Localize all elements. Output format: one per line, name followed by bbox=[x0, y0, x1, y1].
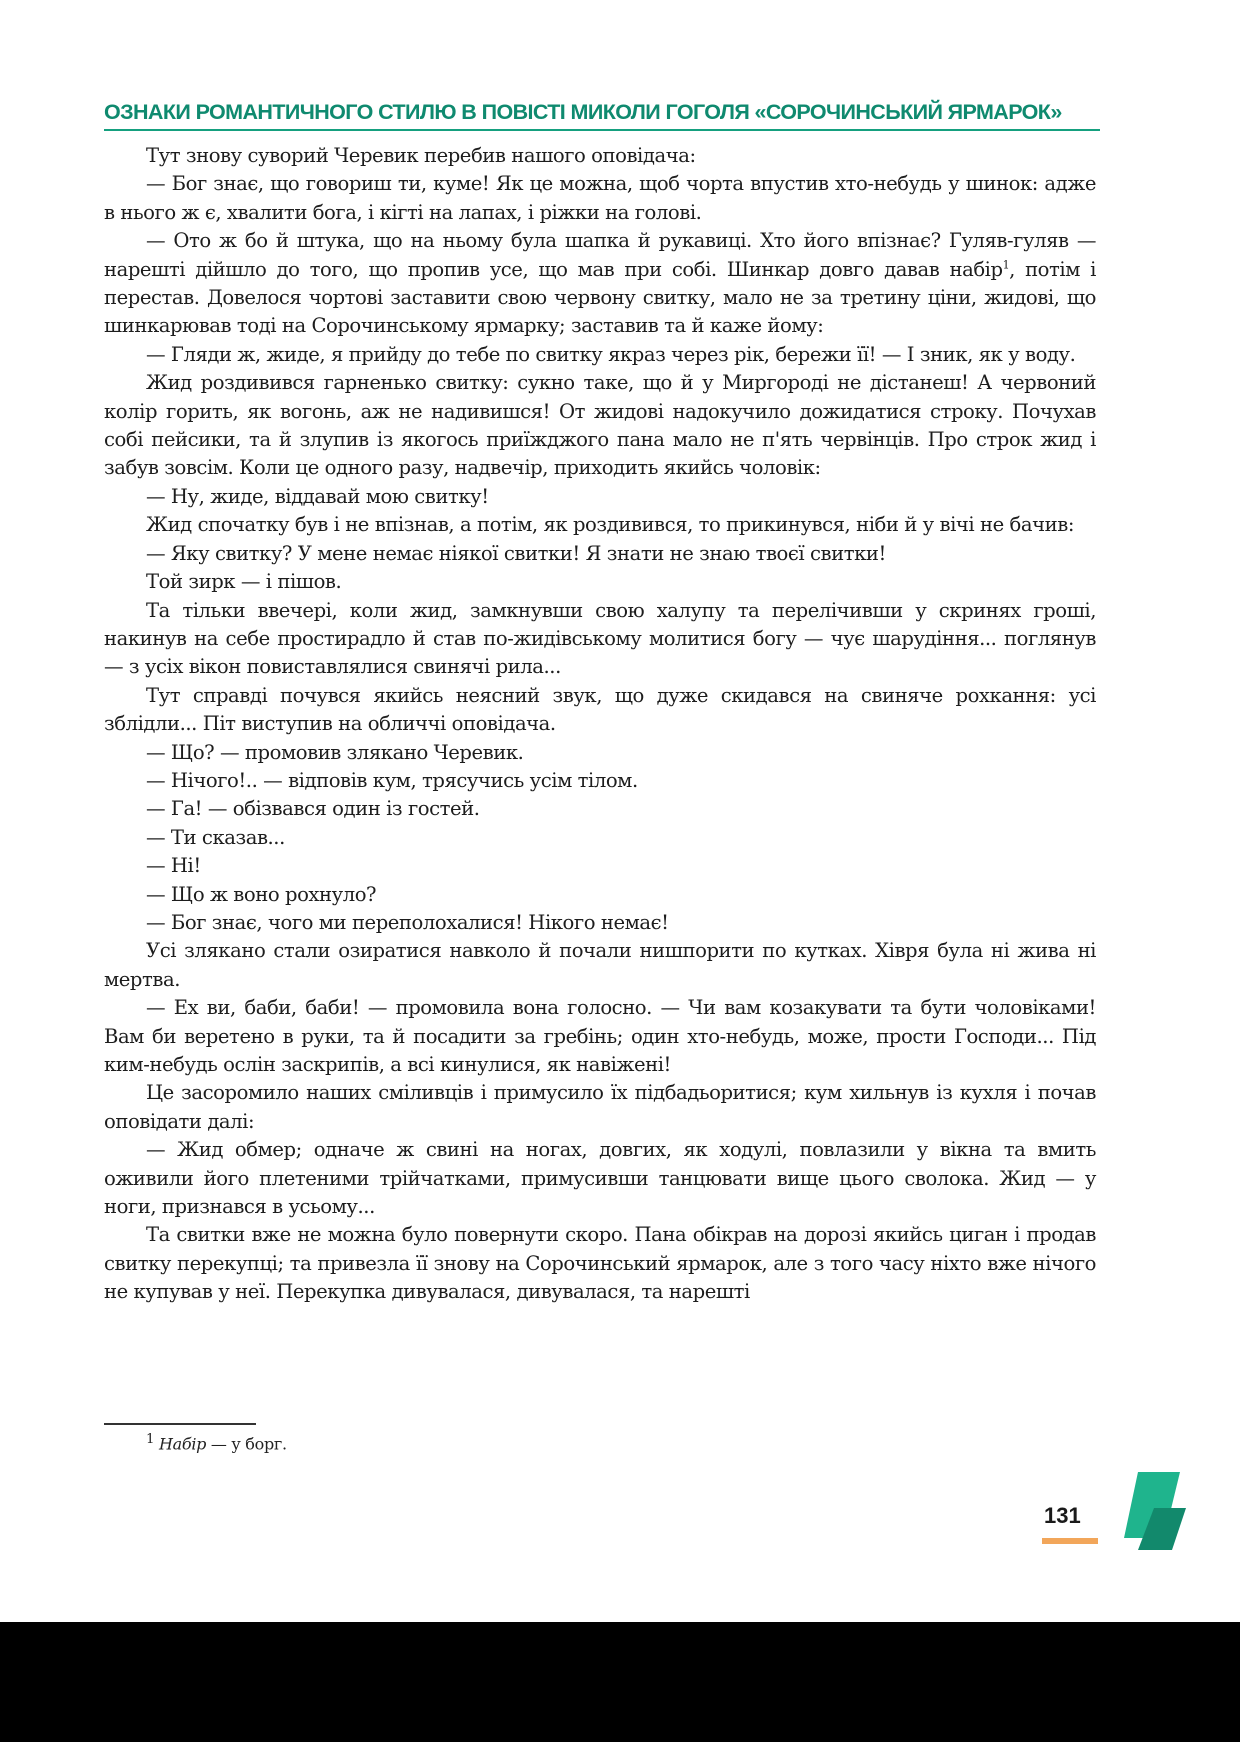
footnote-term: Набір bbox=[158, 1434, 207, 1454]
paragraph: — Що? — промовив злякано Черевик. bbox=[146, 740, 524, 764]
paragraph bbox=[104, 227, 1096, 341]
footnote-definition: — у борг. bbox=[206, 1434, 287, 1454]
paragraph: — Бог знає, що говориш ти, куме! Як це можна, щоб чорта впустив хто-небудь у шинок: адже в нього ж є, хвалити бога, і кігті на лапах, і ріжки на голові. bbox=[104, 172, 1096, 224]
paragraph: Той зирк — і пішов. bbox=[146, 570, 342, 594]
paragraph: Жид спочатку був і не впізнав, а потім, як роздивився, то прикинувся, ніби й у вічі не бачив: bbox=[146, 513, 1074, 537]
paragraph: — Нічого!.. — відповів кум, трясучись усім тілом. bbox=[146, 768, 638, 792]
header-divider bbox=[104, 129, 1100, 131]
paragraph: — Яку свитку? У мене немає ніякої свитки! Я знати не знаю твоєї свитки! bbox=[146, 541, 886, 565]
paragraph: Жид роздивився гарненько свитку: сукно таке, що й у Миргороді не дістанеш! А червоний колір горить, як вогонь, аж не надивишся! От жидові надокучило дожидатися строку. Почухав собі пейсики, та й злупив із якогось приїжджого пана мало не п'ять червінців. Про строк жид і забув зовсім. Коли це одного разу, надвечір, приходить якийсь чоловік: bbox=[104, 371, 1096, 480]
paragraph: Та свитки вже не можна було повернути скоро. Пана обікрав на дорозі якийсь циган і продав свитку перекупці; та привезла її знову на Сорочинський ярмарок, але з того часу ніхто вже нічого не купував у неї. Перекупка дивувалася, дивувалася, та нарешті bbox=[104, 1223, 1096, 1304]
paragraph: Тут справді почувся якийсь неясний звук, що дуже скидався на свиняче рохкання: усі зблідли... Піт виступив на обличчі оповідача. bbox=[104, 683, 1096, 736]
paragraph: — Ні! bbox=[146, 854, 201, 878]
story-text bbox=[104, 142, 1096, 1307]
paragraph: — Гляди ж, жиде, я прийду до тебе по свитку якраз через рік, бережи її! — І зник, як у воду. bbox=[146, 342, 1076, 366]
running-header: ОЗНАКИ РОМАНТИЧНОГО СТИЛЮ В ПОВІСТІ МИКОЛИ ГОГОЛЯ «СОРОЧИНСЬКИЙ ЯРМАРОК» bbox=[104, 100, 1062, 124]
publisher-logo-icon bbox=[1124, 1470, 1186, 1550]
paragraph: — Жид обмер; одначе ж свині на ногах, довгих, як ходулі, повлазили у вікна та вмить оживили його плетеними трійчатками, примусивши танцювати вище цього сволока. Жид — у ноги, признався в усьому... bbox=[104, 1138, 1096, 1219]
page-number: 131 bbox=[1044, 1503, 1081, 1528]
footnote bbox=[146, 1432, 287, 1453]
paragraph-part: , потім і перестав. Довелося чортові заставити свою червону свитку, мало не за третину ціни, жидові, що шинкарював тоді на Сорочинському ярмарку; заставив та й каже йому: bbox=[104, 257, 1096, 338]
footnote-ref[interactable]: 1 bbox=[1002, 258, 1010, 272]
paragraph-part: — Ото ж бо й штука, що на ньому була шапка й рукавиці. Хто його впізнає? Гуляв-гуляв — нарешті дійшло до того, що пропив усе, що мав при собі. Шинкар довго давав набір bbox=[104, 229, 1096, 281]
page-number-bar bbox=[1042, 1538, 1098, 1544]
paragraph: — Що ж воно рохнуло? bbox=[146, 882, 377, 906]
paragraph: — Бог знає, чого ми переполохалися! Нікого немає! bbox=[146, 910, 669, 934]
footnote-divider bbox=[104, 1423, 256, 1425]
paragraph: Тут знову суворий Черевик перебив нашого оповідача: bbox=[146, 144, 696, 167]
paragraph: Усі злякано стали озиратися навколо й почали нишпорити по кутках. Хівря була ні жива ні мертва. bbox=[104, 939, 1096, 991]
paragraph: — Ех ви, баби, баби! — промовила вона голосно. — Чи вам козакувати та бути чоловіками! Вам би веретено в руки, та й посадити за гребінь; один хто-небудь, може, прости Господи... Під ким-небудь ослін заскрипів, а всі кинулися, як навіжені! bbox=[104, 996, 1096, 1076]
paragraph: — Га! — обізвався один із гостей. bbox=[146, 797, 480, 821]
paragraph: Це засоромило наших сміливців і примусило їх підбадьоритися; кум хильнув із кухля і почав оповідати далі: bbox=[104, 1081, 1096, 1133]
paragraph: — Ти сказав... bbox=[146, 825, 285, 849]
footnote-number: 1 bbox=[146, 1432, 155, 1447]
paragraph: Та тільки ввечері, коли жид, замкнувши свою халупу та перелічивши у скринях гроші, накинув на себе простирадло й став по-жидівському молитися богу — чує шарудіння... поглянув — з усіх вікон повиставлялися свинячі рила... bbox=[104, 598, 1096, 679]
paragraph: — Ну, жиде, віддавай мою свитку! bbox=[146, 484, 489, 508]
